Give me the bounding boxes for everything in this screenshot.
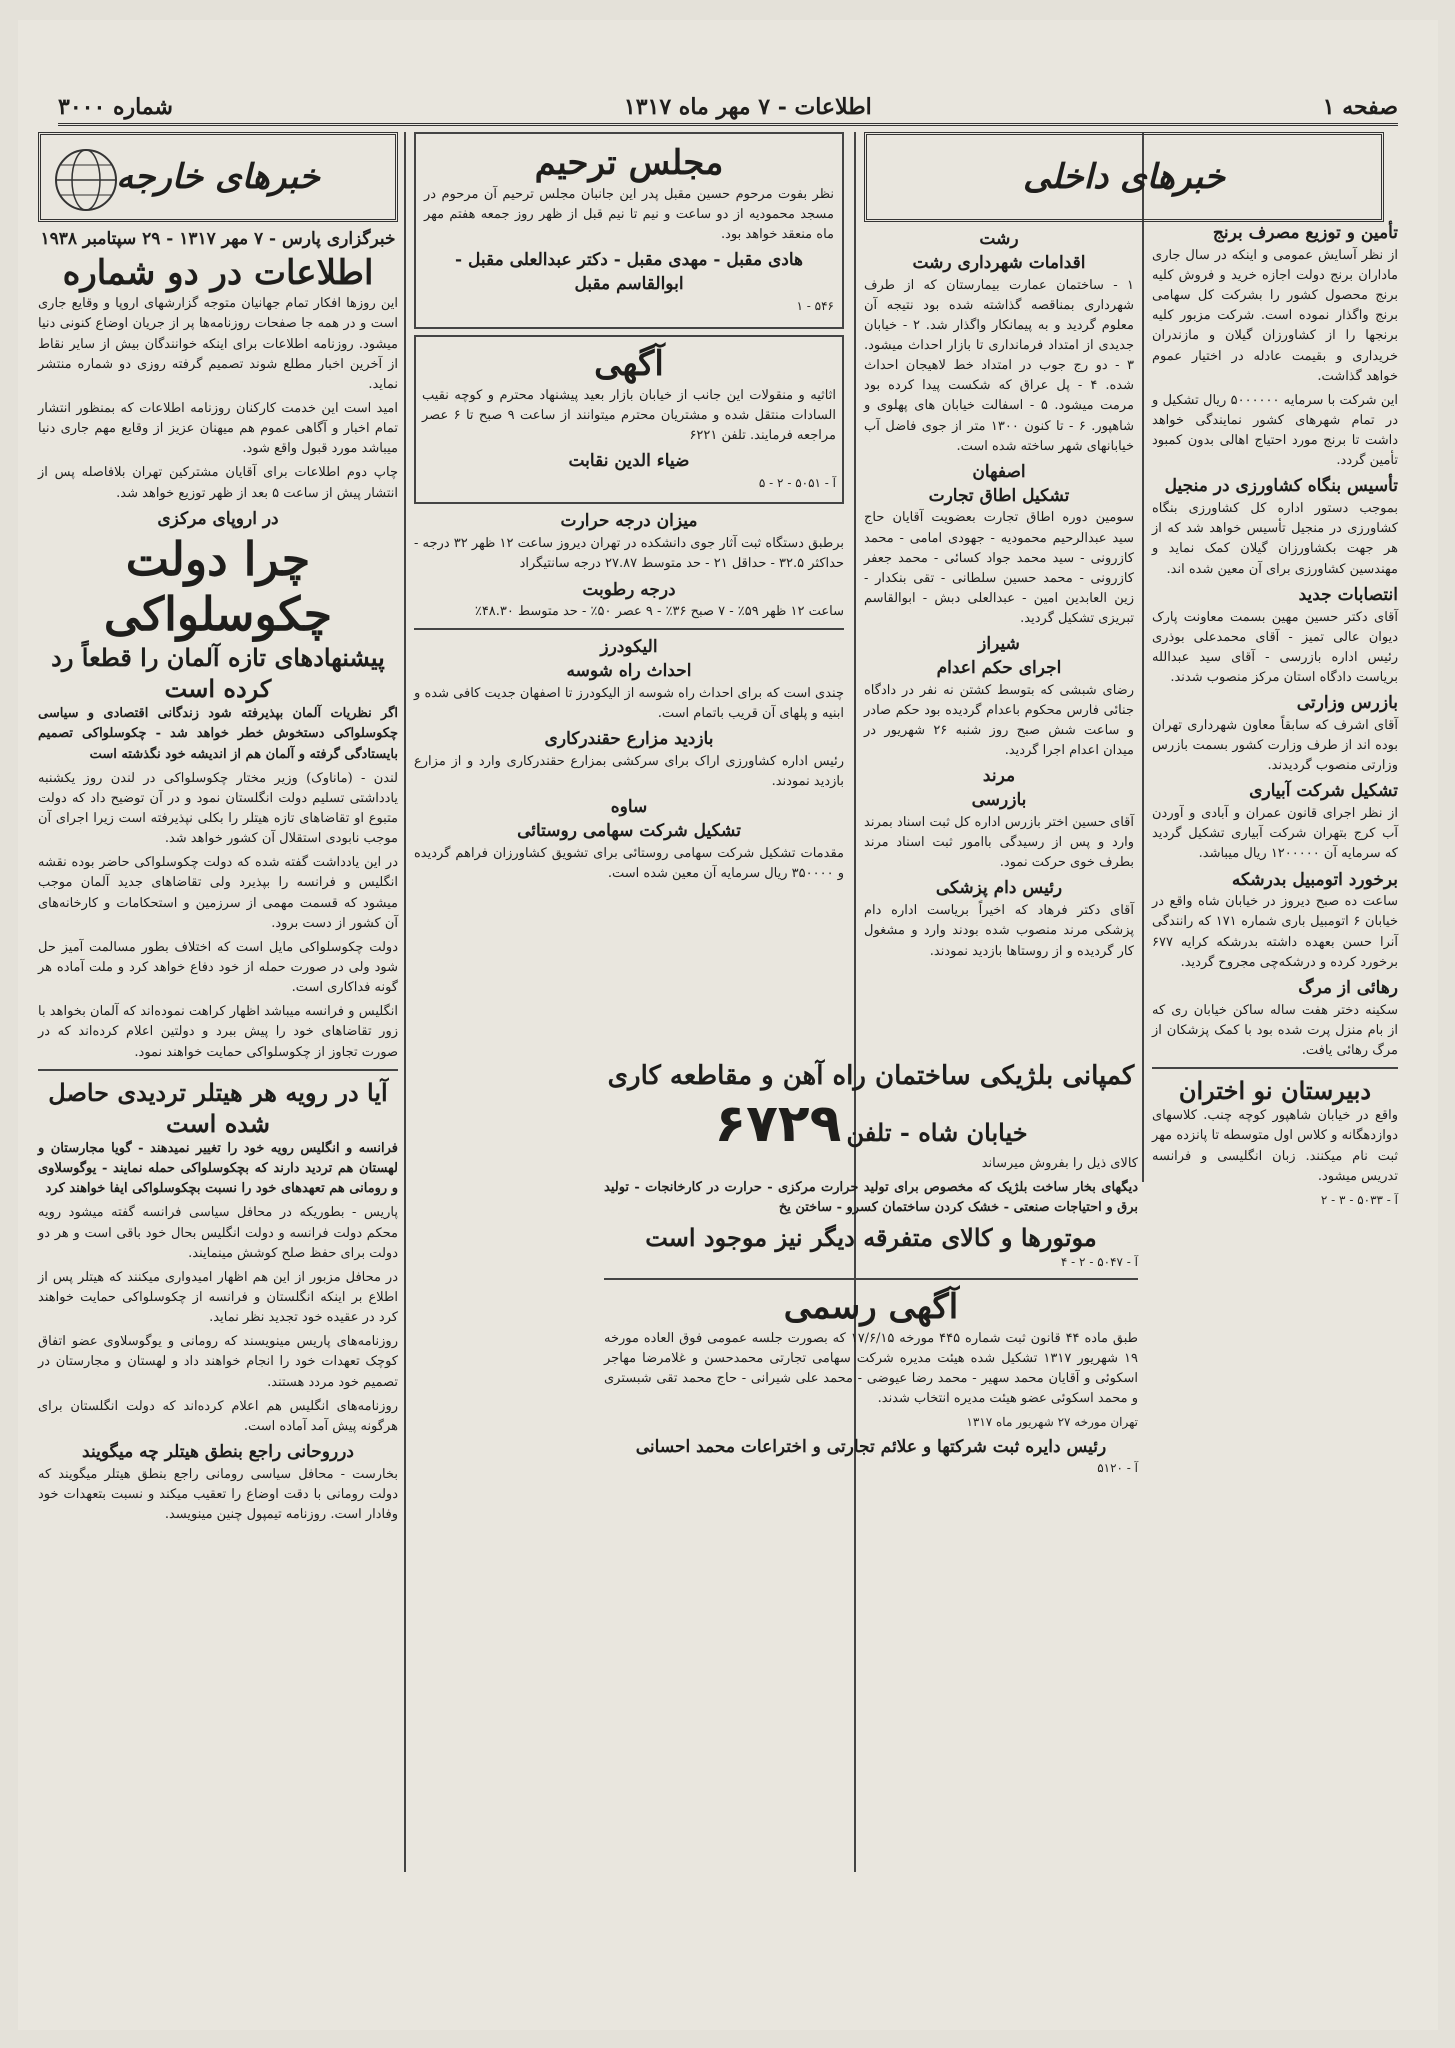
two-editions-intro: این روزها افکار تمام جهانیان متوجه گزارشهای اروپا و وقایع جاری است و در همه جا صفحات روزنامه‌ها پر از جریان اوضاع کنونی دنیا میشود. روزنامه اطلاعات برای اینکه خوانندگان بیش از سایر نقاط از آخرین اخبار مطلع شوند تصمیم گرفته روزی دو شماره منتشر نماید. <box>38 296 398 392</box>
czech-headline: چرا دولت چکوسلواکی <box>103 531 333 641</box>
bus-headline: برخورد اتومبیل بدرشکه <box>1231 869 1398 890</box>
rice-headline: تأمین و توزیع مصرف برنج <box>1212 223 1398 243</box>
hitler-body-1: پاریس - بطوریکه در محافل سیاسی فرانسه گفته میشود رویه محکم دولت فرانسه و دولت انگلیس بحال خود باقی است و هر دو دولت برای حفظ صلح کوشش مینمایند. <box>38 1205 398 1261</box>
globe-icon <box>51 145 121 215</box>
humidity-body: ساعت ۱۲ ظهر ۵۹٪ - ۷ صبح ۳۶٪ - ۹ عصر ۵۰٪ - حد متوسط ۴۸.۳۰٪ <box>474 604 844 620</box>
verdict-body: رضای شبشی که بتوسط کشتن نه نفر در دادگاه جنائی فارس محکوم باعدام گردیده بود حکم صادر و ساعت شش صبح روز شنبه ۲۶ شهریور در میدان اعدام اجرا گردید. <box>864 682 1134 759</box>
company-headline: کمپانی بلژیکی ساختمان راه آهن و مقاطعه کاری <box>607 1061 1135 1091</box>
newspaper-page <box>18 20 1438 2030</box>
road-headline: احداث راه شوسه <box>566 661 692 682</box>
domestic-banner-title: خبرهای داخلی <box>1023 157 1225 197</box>
verdict-headline: اجرای حکم اعدام <box>936 658 1062 679</box>
two-editions-intro-2: امید است این خدمت کارکنان روزنامه اطلاعات که بمنظور انتشار تمام اخبار و آگاهی عموم هم میهنان عزیز از وقایع مهم جاری دنیا میباشد مورد قبول واقع شود. <box>38 401 398 457</box>
hitler-headline: آیا در رویه هر هیتلر تردیدی حاصل شده است <box>48 1077 388 1138</box>
rasht-body: ۱ - ساختمان عمارت بیمارستان که از طرف شهرداری بمناقصه گذاشته شده بود نتیجه آن معلوم گردید و به پیمانکار واگذار شد. ۲ - خیابان جدیدی از امتداد فرمانداری تا بازار احداث میشود. ۳ - دو رج جوب در امتداد خط لاهیجان احداث شده. ۴ - پل عراق که شکست پیدا کرده بود مرمت میشود. ۵ - اسفالت خیابان های پهلوی و شاهپور. ۶ - تا کنون ۱۳۰۰ متر از جوی فاضل آب خیابانهای شهر ساخته شده است. <box>864 277 1135 454</box>
coop-body: مقدمات تشکیل شرکت سهامی روستائی برای تشویق کشاورزان فراهم گردیده و ۳۵۰۰۰۰ ریال سرمایه آن معین شده است. <box>414 845 844 882</box>
czech-body-3: دولت چکوسلواکی مایل است که اختلاف بطور مسالمت آمیز حل شود ولی در صورت حمله از خود دفاع خواهد کرد و ملت آماده هر گونه فداکاری است. <box>38 939 398 996</box>
city-marand: مرند <box>982 766 1016 787</box>
coop-headline: تشکیل شرکت سهامی روستائی <box>517 821 741 842</box>
two-editions-headline: اطلاعات در دو شماره <box>62 252 374 293</box>
bus-body: ساعت ده صبح دیروز در خیابان شاه واقع در خیابان ۶ اتومبیل باری شماره ۱۷۱ که رانندگی آنرا حسن بعهده داشته بدرشکه کرایه ۶۷۷ برخورد کرده و درشکه‌چی مجروح گردید. <box>1152 894 1398 970</box>
ministry-headline: بازرس وزارتی <box>1296 693 1398 714</box>
death-headline: رهائی از مرگ <box>1298 977 1398 998</box>
relocation-sign: ضیاء الدین نقابت <box>568 451 690 472</box>
foreign-banner <box>38 132 398 222</box>
official-sign: تهران مورخه ۲۷ شهریور ماه ۱۳۱۷ <box>966 1415 1138 1430</box>
relocation-code: آ - ۵۰۵۱ - ۲ - ۵ <box>758 475 836 490</box>
city-rasht: رشت <box>979 229 1019 249</box>
hitler-deck: فرانسه و انگلیس رویه خود را تغییر نمیدهند - گویا مجارستان و لهستان هم تردید دارند که بچکوسلواکی حمله نمایند - یوگوسلاوی و رومانی هم تعهدهای خود را نسبت بچکوسلواکی ایفا خواهند کرد <box>38 1141 398 1197</box>
official-code: آ - ۵۱۲۰ <box>1097 1461 1138 1476</box>
agri-body: بموجب دستور اداره کل کشاورزی بنگاه کشاورزی در منجیل تأسیس خواهد شد که از هر جهت بکشاورزان گیلان کمک نماید و مهندسین کشاورزی برای آن معین شده اند. <box>1152 501 1398 577</box>
section-central-europe: در اروپای مرکزی <box>157 508 279 529</box>
road-body: چندی است که برای احداث راه شوسه از الیکودرز تا اصفهان جدیت کافی شده و ابنیه و پلهای آن قریب باتمام است. <box>414 686 844 722</box>
domestic-banner <box>864 132 1384 222</box>
column-divider <box>854 132 856 1872</box>
company-phone: ۶۷۲۹ <box>714 1093 842 1154</box>
domestic-column <box>864 132 1225 966</box>
speech-body: بخارست - محافل سیاسی رومانی راجع بنطق هیتلر میگویند که دولت رومانی با دقت اوضاع را تعقیب میکند و نسبت بتعهدات خود وفادار است. روزنامه تیمپول چنین مینویسد. <box>38 1466 398 1523</box>
memorial-code: ۵۴۶ - ۱ <box>796 298 834 313</box>
chamber-body: سومین دوره اطاق تجارت بعضویت آقایان حاج سید عبدالرحیم محمودیه - جهودی امامی - محمد کازرونی - سید محمد جواد کسائی - محمد جعفر کازرونی - محمد حسین سلطانی - تقی بنکدار - زین العابدین امین - عبدالعلی دبش - ابوالقاسم تبریزی تشکیل گردید. <box>864 510 1134 627</box>
memorial-title: مجلس ترحیم <box>534 143 724 183</box>
page-number: صفحه ۱ <box>1322 93 1398 120</box>
company-line-2: دیگهای بخار ساخت بلژیک که مخصوص برای تولید حرارت مرکزی - حرارت در کارخانجات - تولید برق و احتیاجات صنعتی - خشک کردن ساختمان کسرو - ساختن یخ <box>604 1179 1138 1216</box>
hitler-body-2: در محافل مزبور از این هم اظهار امیدواری میکنند که هیتلر پس از اطلاع بر اینکه انگلستان و فرانسه از چکوسلواکی حمایت خواهند کرد در عقیده خود تجدید نظر نماید. <box>38 1269 398 1326</box>
company-code: آ - ۵۰۴۷ - ۲ - ۴ <box>1060 1255 1138 1270</box>
hitler-body-4: روزنامه‌های انگلیس هم اعلام کرده‌اند که دولت انگلستان برای هرگونه پیش آمد آماده است. <box>38 1398 398 1434</box>
rasht-headline: اقدامات شهرداری رشت <box>912 252 1086 273</box>
irrigation-headline: تشکیل شرکت آبیاری <box>1249 781 1398 802</box>
issue-number: شماره ۳۰۰۰ <box>58 93 173 120</box>
death-body: سکینه دختر هفت ساله ساکن خیابان ری که از بام منزل پرت شده بود با کمک پزشکان از مرگ رهائی یافت. <box>1152 1002 1398 1058</box>
temperature-headline: میزان درجه حرارت <box>560 511 698 532</box>
column-divider <box>1142 132 1144 1182</box>
rice-body-2: این شرکت با سرمایه ۵۰۰۰۰۰۰ ریال تشکیل و در تمام شهرهای کشور نمایندگی خواهد داشت تا برنج مورد احتیاج اهالی بدون کمبود تأمین گردد. <box>1152 392 1398 469</box>
inspection-headline: بازرسی <box>971 790 1027 811</box>
column-divider <box>404 132 406 1872</box>
right-column <box>1152 132 1398 1213</box>
ads-block <box>604 1060 1138 1482</box>
official-footer: رئیس دایره ثبت شرکتها و علائم تجارتی و اختراعات محمد احسانی <box>635 1436 1107 1457</box>
school-body: واقع در خیابان شاهپور کوچه چنب. کلاسهای دوازدهگانه و کلاس اول متوسطه تا پانزده مهر ثبت نام میکنند. زبان انگلیسی و فرانسه تدریس میشود. <box>1152 1108 1398 1184</box>
company-line-1: کالای ذیل را بفروش میرساند <box>981 1155 1138 1171</box>
city-esfahan: اصفهان <box>972 461 1026 482</box>
temperature-body: برطبق دستگاه ثبت آثار جوی دانشکده در تهران دیروز ساعت ۱۲ ظهر ۳۲ درجه - حداکثر ۳۲.۵ - حداقل ۲۱ - حد متوسط ۲۷.۸۷ درجه سانتیگراد <box>414 536 844 572</box>
relocation-title: آگهی <box>594 344 664 385</box>
vet-headline: رئیس دام پزشکی <box>935 878 1063 899</box>
issue-date: اطلاعات - ۷ مهر ماه ۱۳۱۷ <box>623 93 872 120</box>
memorial-signers: هادی مقبل - مهدی مقبل - دکتر عبدالعلی مقبل - ابوالقاسم مقبل <box>454 249 804 294</box>
foreign-banner-title: خبرهای خارجه <box>116 157 320 197</box>
company-line-3: موتورها و کالای متفرقه دیگر نیز موجود است <box>645 1223 1097 1253</box>
official-body: طبق ماده ۴۴ قانون ثبت شماره ۴۴۵ مورخه ۱۷/۶/۱۵ که بصورت جلسه عمومی فوق العاده مورخه ۱۹ شهریور ۱۳۱۷ تشکیل شده هیئت مدیره شرکت سهامی تجارتی محمدحسن و غلامرضا مهاجر اسکوئی و آقایان محمد سهیر - محمد رضا عیوضی - محمد علی شیرانی - حاج محمد تقی شبستری و محمد اسکوئی عضو هیئت مدیره انتخاب شدند. <box>604 1330 1138 1406</box>
speech-headline: درروحانی راجع بنطق هیتلر چه میگویند <box>82 1441 354 1462</box>
chamber-headline: تشکیل اطاق تجارت <box>928 485 1070 506</box>
two-editions-intro-3: چاپ دوم اطلاعات برای آقایان مشترکین تهران بلافاصله پس از انتشار پیش از ساعت ۵ بعد از ظهر توزیع خواهد شد. <box>38 465 398 501</box>
memorial-body: نظر بفوت مرحوم حسین مقبل پدر این جانبان مجلس ترحیم آن مرحوم در مسجد محمودیه از دو ساعت و نیم تا نیم قبل از ظهر روز جمعه هفتم مهر ماه منعقد خواهد بود. <box>424 186 834 242</box>
company-contact <box>604 1094 1138 1154</box>
visit-headline: بازدید مزارع حقندرکاری <box>544 729 714 750</box>
city-alikudarz: الیکودرز <box>600 637 658 658</box>
official-headline: آگهی رسمی <box>783 1287 959 1327</box>
masthead <box>58 90 1398 126</box>
ministry-body: آقای اشرف که سابقاً معاون شهرداری تهران بوده اند از طرف وزارت کشور بسمت بازرس وزارتی منصوب گردیدند. <box>1152 717 1398 774</box>
inspection-body: آقای حسین اختر بازرس اداره کل ثبت اسناد بمرند وارد و پس از رسیدگی باامور ثبت اسناد مرند بطرف خوی حرکت نمود. <box>864 815 1134 871</box>
rice-body: از نظر آسایش عمومی و اینکه در سال جاری ماداران برنج دولت اجازه خرید و فروش کلیه برنج محصول کشور را بشرکت کل سهامی برنج واگذار نموده است. شرکت مزبور کلیه برنجها را از کشاورزان گیلان و مازندران خریداری و بقیمت عادله در اختیار عموم خواهد گذاشت. <box>1152 247 1398 384</box>
foreign-column <box>38 132 398 1529</box>
irrigation-body: از نظر اجرای قانون عمران و آبادی و آوردن آب کرج بتهران شرکت آبیاری تشکیل گردید که سرمایه آن ۱۲۰۰۰۰۰ ریال میباشد. <box>1152 806 1398 862</box>
company-address: خیابان شاه - تلفن <box>846 1117 1028 1147</box>
czech-subheadline: پیشنهادهای تازه آلمان را قطعاً رد کرده است <box>51 642 385 704</box>
city-shiraz: شیراز <box>978 634 1020 655</box>
czech-body-4: انگلیس و فرانسه میباشد اظهار کراهت نموده‌اند که آلمان بخواهد با زور تقاضاهای خود را پیش ببرد و دولتین اعلام کرده‌اند که در صورت تجاوز از چکوسلواکی حمایت خواهند نمود. <box>38 1004 398 1060</box>
memorial-notice <box>414 132 844 329</box>
vet-body: آقای دکتر فرهاد که اخیراً بریاست اداره دام پزشکی مرند منصوب شده بودند وارد و مشغول کار گردیده و از روستاها بازدید نمودند. <box>864 903 1134 959</box>
agri-headline: تأسیس بنگاه کشاورزی در منجیل <box>1164 476 1398 497</box>
humidity-headline: درجه رطوبت <box>582 579 676 600</box>
memorial-column <box>414 132 844 1052</box>
school-code: آ - ۵۰۳۳ - ۳ - ۲ <box>1320 1192 1398 1207</box>
relocation-body: اثاثیه و منقولات این جانب از خیابان بازار بعید پیشنهاد محترم و کوچه نقیب السادات منتقل شده و مشتریان محترم میتوانند از ساعت ۹ صبح تا ۶ عصر مراجعه فرمایند. تلفن ۶۲۲۱ <box>422 387 836 443</box>
relocation-notice <box>414 335 844 504</box>
hitler-body-3: روزنامه‌های پاریس مینویسند که رومانی و یوگوسلاوی عضو اتفاق کوچک تعهدات خود را انجام خواهند داد و لهستان و مجارستان در تصمیم خود مردد هستند. <box>38 1334 398 1390</box>
appointments-body: آقای دکتر حسین مهین بسمت معاونت پارک دیوان عالی تمیز - آقای محمدعلی بوذری رئیس اداره بازرسی - آقای سید عبدالله بریاست دادگاه استان مرکز منصوب شدند. <box>1152 609 1398 685</box>
school-headline: دبیرستان نو اختران <box>1178 1076 1372 1106</box>
czech-body-2: در این یادداشت گفته شده که دولت چکوسلواکی حاضر بوده نقشه انگلیس و فرانسه را بپذیرد ولی تقاضاهای جدید آلمان موجب میشود که قسمت مهمی از سرزمین و استحکامات و کارخانه‌های آن کشور از دست برود. <box>38 855 398 931</box>
city-saveh: ساوه <box>610 797 648 818</box>
visit-body: رئیس اداره کشاورزی اراک برای سرکشی بمزارع حقندرکاری وارد و از مزارع بازدید نمودند. <box>414 754 844 790</box>
appointments-headline: انتصابات جدید <box>1298 584 1398 605</box>
czech-body-1: لندن - (ماناوک) وزیر مختار چکوسلواکی در لندن روز یکشنبه یادداشتی تسلیم دولت انگلستان نمود و در آن توضیح داد که دولت متبوع او تقاضاهای تازه هیتلر را بکلی نپذیرفته است زیرا اجرای آن موجب نابودی استقلال آن کشور خواهد شد. <box>38 770 398 847</box>
dateline: خبرگزاری پارس - ۷ مهر ۱۳۱۷ - ۲۹ سپتامبر ۱۹۳۸ <box>40 229 396 249</box>
czech-deck: اگر نظریات آلمان بپذیرفته شود زندگانی اقتصادی و سیاسی چکوسلواکی دستخوش خطر خواهد شد - چکوسلواکی تصمیم بایستادگی گرفته و آلمان هم از اندیشه خود نگذشته است <box>38 706 398 762</box>
